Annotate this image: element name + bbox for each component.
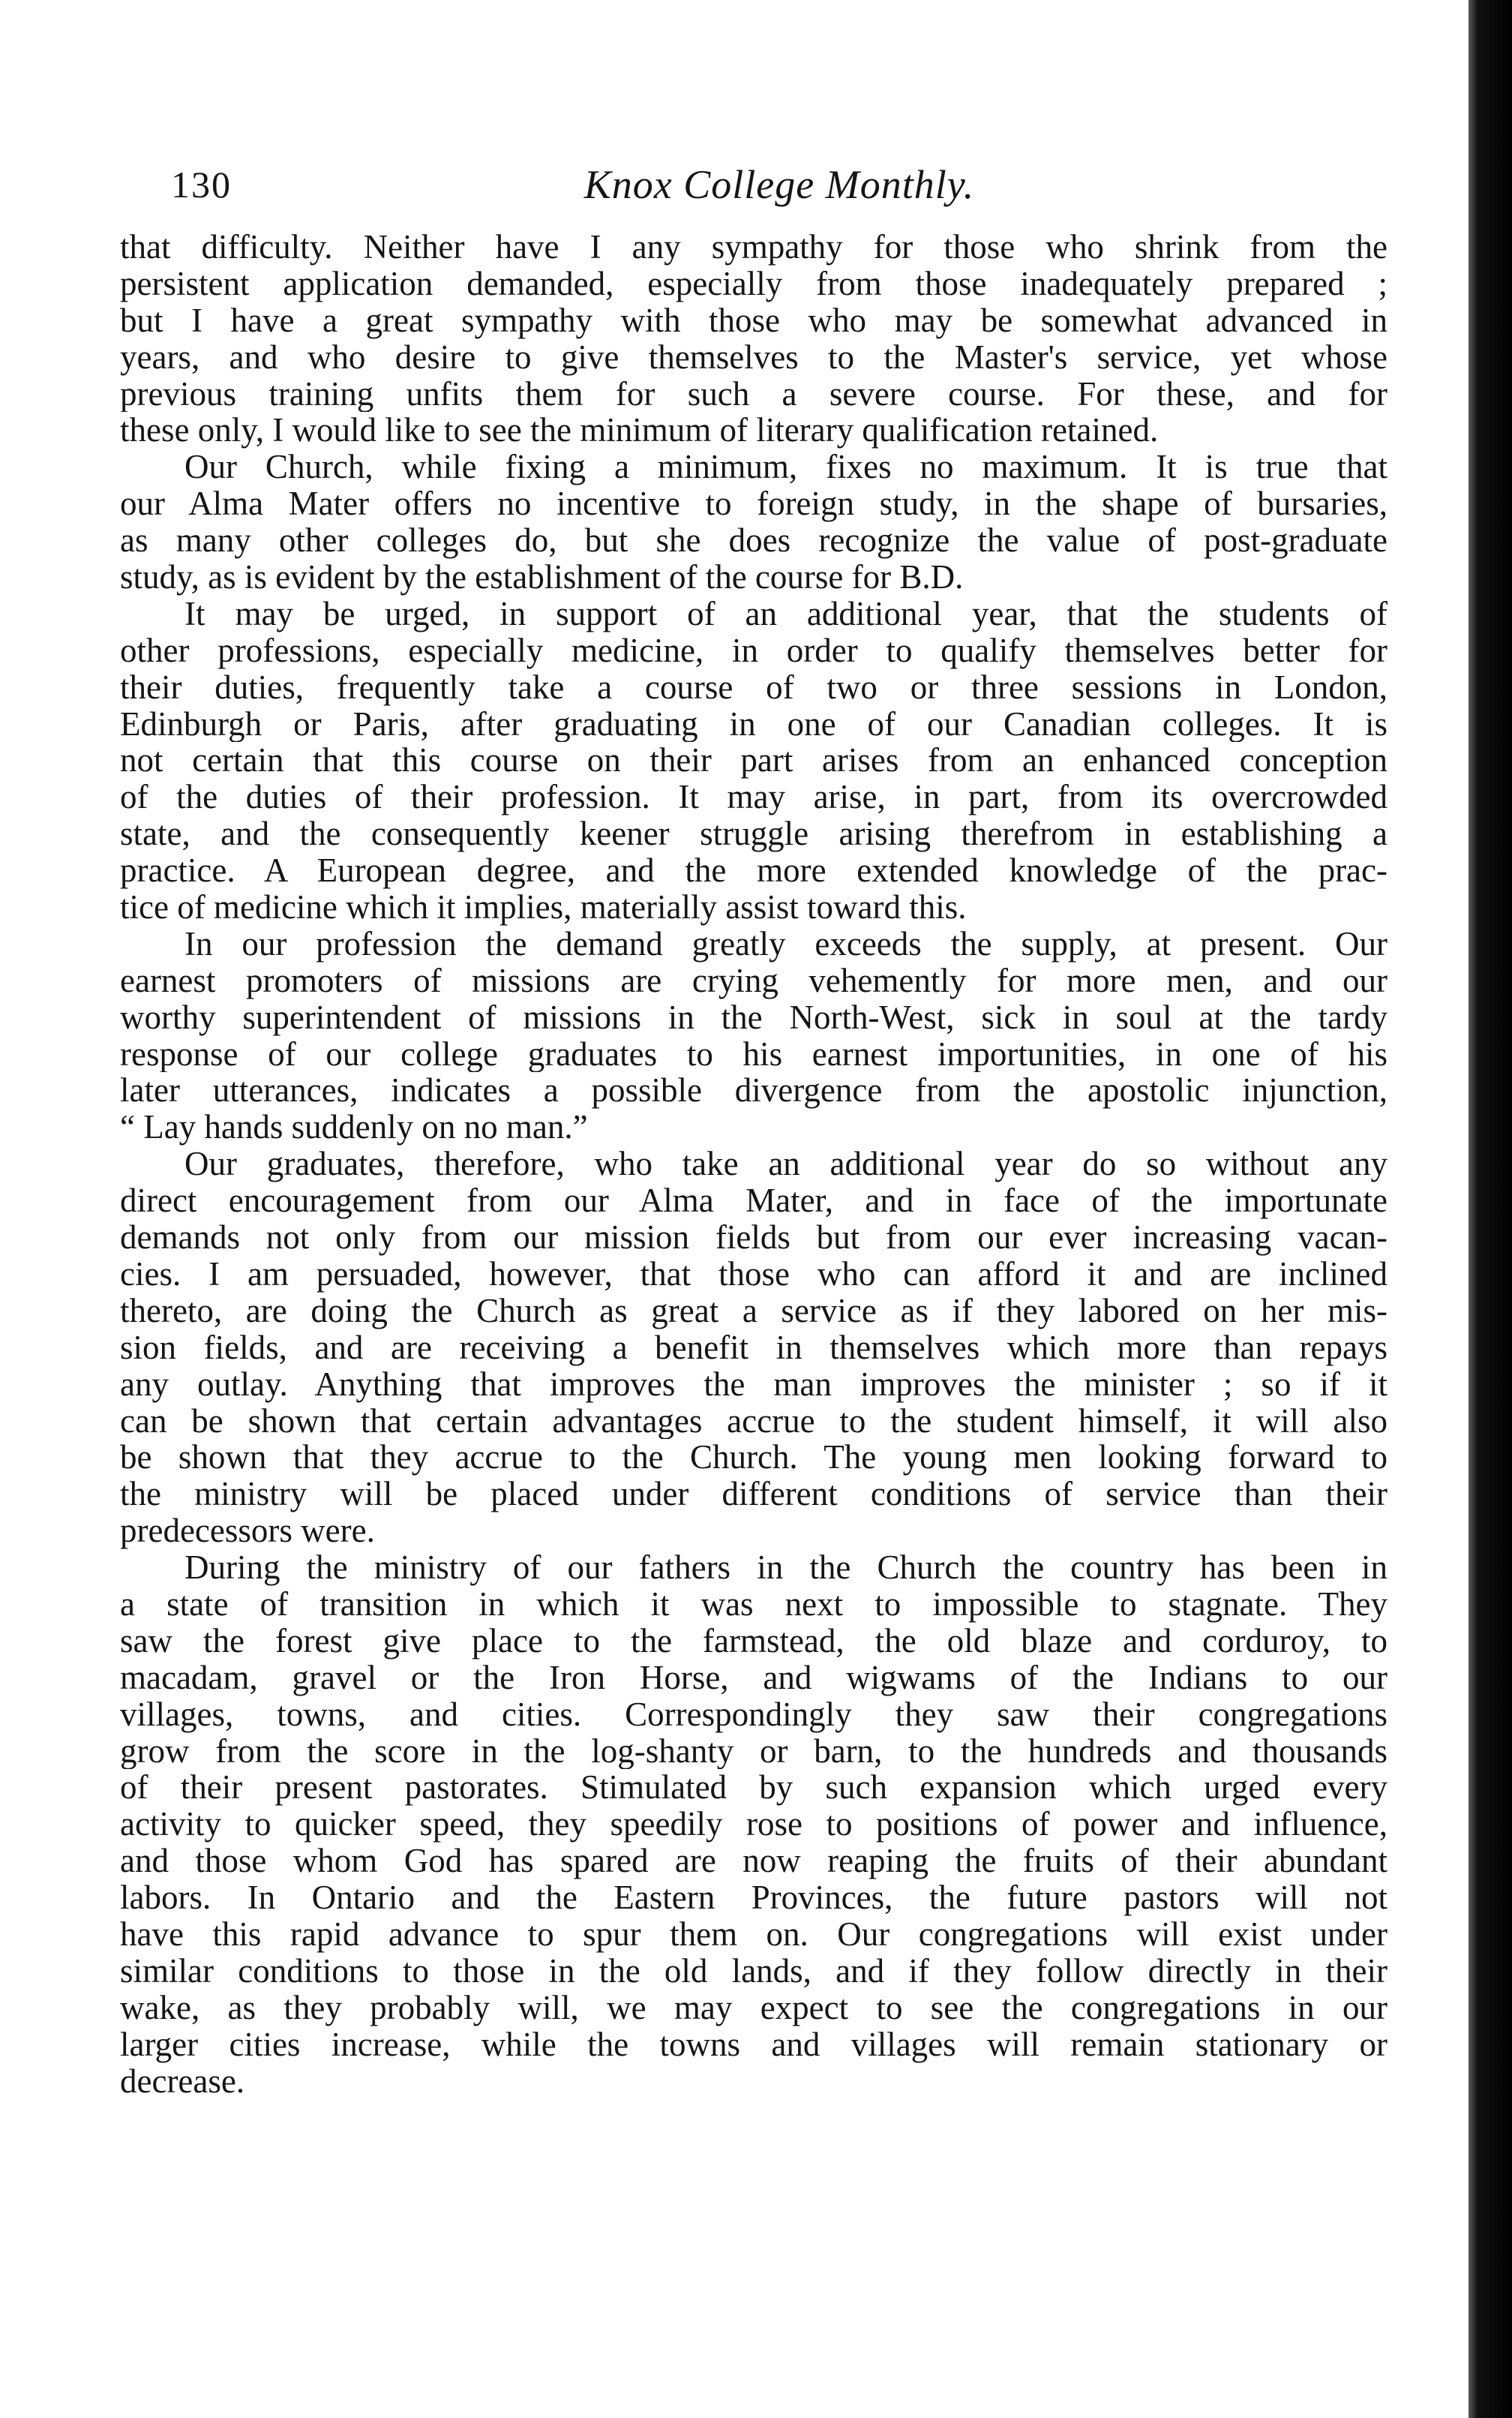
text-line-46: labors. In Ontario and the Eastern Provinces, the future pastors will not bbox=[120, 1879, 1388, 1916]
text-line-40: macadam, gravel or the Iron Horse, and wigwams of the Indians to our bbox=[120, 1659, 1388, 1696]
page-number: 130 bbox=[171, 164, 232, 206]
text-line-17: state, and the consequently keener struggle arising therefrom in establishing a bbox=[120, 816, 1388, 853]
text-line-28: demands not only from our mission fields but from our ever increasing vacan- bbox=[120, 1219, 1388, 1256]
page-header bbox=[171, 158, 1388, 212]
text-line-10: study, as is evident by the establishment of the course for B.D. bbox=[120, 559, 964, 596]
text-line-30: thereto, are doing the Church as great a service as if they labored on her mis- bbox=[120, 1292, 1388, 1329]
text-line-19: tice of medicine which it implies, materially assist toward this. bbox=[120, 889, 967, 926]
text-line-33: can be shown that certain advantages accrue to the student himself, it will also bbox=[120, 1402, 1388, 1440]
text-line-35: the ministry will be placed under different conditions of service than their bbox=[120, 1476, 1388, 1513]
text-line-25: “ Lay hands suddenly on no man.” bbox=[120, 1109, 588, 1146]
text-line-12: other professions, especially medicine, in order to qualify themselves better for bbox=[120, 632, 1388, 669]
text-line-24: later utterances, indicates a possible divergence from the apostolic injunction, bbox=[120, 1072, 1388, 1110]
text-line-23: response of our college graduates to his earnest importunities, in one of his bbox=[120, 1035, 1388, 1073]
text-line-47: have this rapid advance to spur them on. Our congregations will exist under bbox=[120, 1915, 1388, 1953]
text-line-14: Edinburgh or Paris, after graduating in one of our Canadian colleges. It is bbox=[120, 705, 1388, 743]
text-line-15: not certain that this course on their part arises from an enhanced conception bbox=[120, 742, 1388, 779]
text-line-36: predecessors were. bbox=[120, 1512, 375, 1550]
text-line-48: similar conditions to those in the old lands, and if they follow directly in their bbox=[120, 1952, 1388, 1990]
text-line-1: that difficulty. Neither have I any sympathy for those who shrink from the bbox=[120, 229, 1388, 266]
text-line-4: years, and who desire to give themselves to the Master's service, yet whose bbox=[120, 338, 1388, 376]
scan-binding-edge bbox=[1468, 0, 1512, 2418]
text-line-9: as many other colleges do, but she does recognize the value of post-graduate bbox=[120, 522, 1388, 560]
body-text bbox=[120, 229, 1388, 2099]
text-line-39: saw the forest give place to the farmstead, the old blaze and corduroy, to bbox=[120, 1622, 1388, 1660]
text-line-27: direct encouragement from our Alma Mater, and in face of the importunate bbox=[120, 1182, 1388, 1220]
text-line-37: During the ministry of our fathers in the Church the country has been in bbox=[184, 1549, 1388, 1586]
text-line-38: a state of transition in which it was next to impossible to stagnate. They bbox=[120, 1585, 1388, 1623]
text-line-32: any outlay. Anything that improves the man improves the minister ; so if it bbox=[120, 1365, 1388, 1403]
text-line-50: larger cities increase, while the towns and villages will remain stationary or bbox=[120, 2026, 1388, 2063]
text-line-26: Our graduates, therefore, who take an additional year do so without any bbox=[184, 1146, 1388, 1183]
text-line-18: practice. A European degree, and the more extended knowledge of the prac- bbox=[120, 852, 1388, 890]
text-line-51: decrease. bbox=[120, 2062, 245, 2100]
text-line-5: previous training unfits them for such a severe course. For these, and for bbox=[120, 375, 1388, 413]
text-line-11: It may be urged, in support of an additional year, that the students of bbox=[184, 595, 1388, 632]
running-title: Knox College Monthly. bbox=[584, 162, 975, 207]
text-line-34: be shown that they accrue to the Church. The young men looking forward to bbox=[120, 1439, 1388, 1476]
text-line-7: Our Church, while fixing a minimum, fixes no maximum. It is true that bbox=[184, 449, 1388, 486]
text-line-22: worthy superintendent of missions in the North-West, sick in soul at the tardy bbox=[120, 999, 1388, 1036]
text-line-41: villages, towns, and cities. Correspondingly they saw their congregations bbox=[120, 1696, 1388, 1733]
text-line-44: activity to quicker speed, they speedily rose to positions of power and influence, bbox=[120, 1806, 1388, 1843]
text-line-13: their duties, frequently take a course of two or three sessions in London, bbox=[120, 668, 1388, 706]
text-line-20: In our profession the demand greatly exceeds the supply, at present. Our bbox=[184, 925, 1388, 963]
text-line-49: wake, as they probably will, we may expect to see the congregations in our bbox=[120, 1989, 1388, 2026]
text-line-6: these only, I would like to see the minimum of literary qualification retained. bbox=[120, 412, 1159, 449]
text-line-8: our Alma Mater offers no incentive to foreign study, in the shape of bursaries, bbox=[120, 485, 1388, 523]
text-line-31: sion fields, and are receiving a benefit in themselves which more than repays bbox=[120, 1329, 1388, 1366]
text-line-43: of their present pastorates. Stimulated by such expansion which urged every bbox=[120, 1769, 1388, 1807]
text-line-3: but I have a great sympathy with those who may be somewhat advanced in bbox=[120, 302, 1388, 339]
text-line-45: and those whom God has spared are now reaping the fruits of their abundant bbox=[120, 1843, 1388, 1880]
text-line-16: of the duties of their profession. It may arise, in part, from its overcrowded bbox=[120, 779, 1388, 816]
text-line-42: grow from the score in the log-shanty or barn, to the hundreds and thousands bbox=[120, 1732, 1388, 1770]
text-line-21: earnest promoters of missions are crying vehemently for more men, and our bbox=[120, 962, 1388, 999]
text-line-29: cies. I am persuaded, however, that those who can afford it and are inclined bbox=[120, 1255, 1388, 1293]
text-line-2: persistent application demanded, especially from those inadequately prepared ; bbox=[120, 265, 1388, 302]
